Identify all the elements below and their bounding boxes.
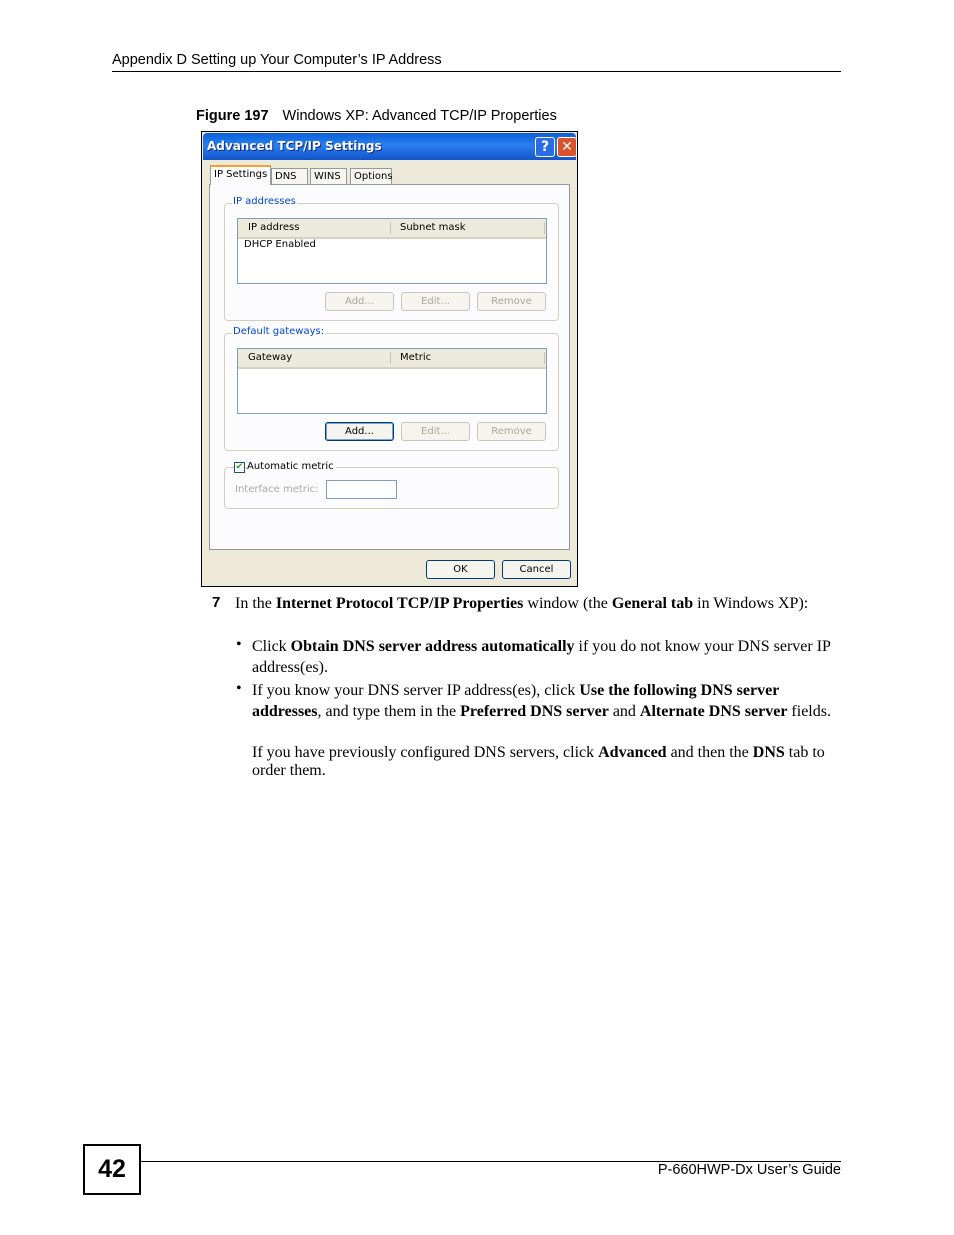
close-icon[interactable]: ✕ [557,137,577,157]
bullet-paragraph-1: Click Obtain DNS server address automatically if you do not know your DNS server IP address(es). [252,638,831,676]
gateway-column[interactable]: Gateway [248,352,293,363]
automatic-metric-checkbox[interactable]: ✔ [235,462,244,472]
page-number: 42 [83,1144,141,1195]
metric-group [224,461,559,509]
tab-ip-settings[interactable]: IP Settings [210,165,271,185]
note-paragraph: If you have previously configured DNS servers, click Advanced and then the DNS tab to order them. [252,744,825,779]
step-paragraph: In the Internet Protocol TCP/IP Properties window (the General tab in Windows XP): [235,595,809,612]
running-header: Appendix D Setting up Your Computer’s IP Address [112,52,442,68]
gateway-list[interactable] [237,348,547,414]
ip-addresses-label: IP addresses [233,196,296,207]
default-gateways-label: Default gateways: [233,326,325,337]
subnet-mask-column[interactable]: Subnet mask [400,222,466,233]
step-number: 7 [212,594,221,611]
tab-options[interactable]: Options [350,168,392,184]
bullet-marker: • [236,636,242,653]
gateway-list-header [238,349,546,369]
ip-list-header [238,219,546,239]
ip-remove-button[interactable]: Remove [477,292,546,311]
list-item[interactable]: DHCP Enabled [244,239,316,250]
guide-title: P-660HWP-Dx User’s Guide [657,1162,841,1178]
dialog-titlebar [203,133,576,160]
advanced-tcpip-dialog [201,131,578,587]
bullet-marker: • [236,680,242,697]
figure-caption [196,108,557,124]
help-icon[interactable]: ? [535,137,555,157]
interface-metric-label: Interface metric: [235,484,319,495]
interface-metric-input[interactable] [326,480,397,499]
ip-settings-panel [209,184,570,550]
ip-addresses-group [224,196,559,321]
gateway-add-button[interactable]: Add... [325,422,394,441]
tab-dns[interactable]: DNS [271,168,308,184]
gateway-edit-button[interactable]: Edit... [401,422,470,441]
dialog-title: Advanced TCP/IP Settings [207,139,382,153]
ip-address-column[interactable]: IP address [248,222,300,233]
figure-title: Windows XP: Advanced TCP/IP Properties [282,108,557,124]
header-rule [112,71,841,72]
ip-edit-button[interactable]: Edit... [401,292,470,311]
cancel-button[interactable]: Cancel [502,560,571,579]
bullet-paragraph-2: If you know your DNS server IP address(es), click Use the following DNS server addresses, and type them in the Preferred DNS server and Alternate DNS server fields. [252,682,831,720]
metric-column[interactable]: Metric [400,352,432,363]
automatic-metric-label: Automatic metric [247,461,334,472]
ip-add-button[interactable]: Add... [325,292,394,311]
figure-label: Figure 197 [196,108,269,124]
default-gateways-group [224,326,559,451]
tab-wins[interactable]: WINS [310,168,347,184]
ip-address-list[interactable] [237,218,547,284]
gateway-remove-button[interactable]: Remove [477,422,546,441]
ok-button[interactable]: OK [426,560,495,579]
